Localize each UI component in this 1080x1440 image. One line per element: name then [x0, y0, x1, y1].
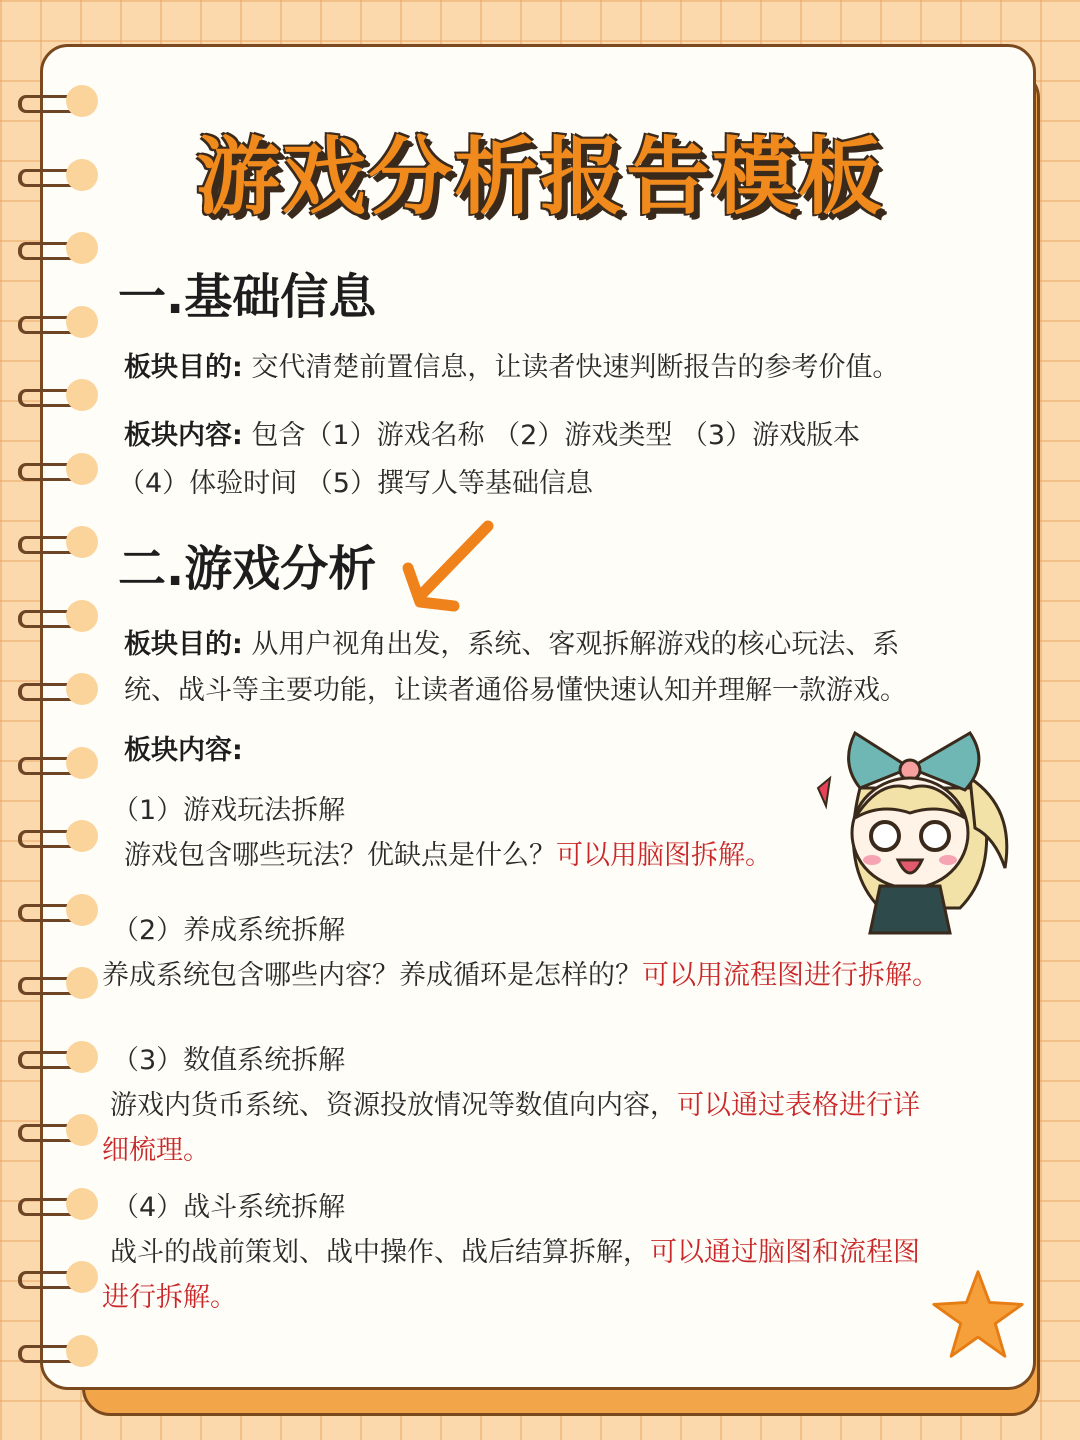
binding-ring: [18, 1261, 108, 1295]
binding-ring: [18, 600, 108, 634]
arrow-down-left-icon: [400, 516, 500, 616]
binding-hole: [66, 379, 98, 411]
section-heading-basic-info: 一.基础信息: [118, 269, 377, 325]
binding-hole: [66, 894, 98, 926]
binding-hole: [66, 967, 98, 999]
binding-ring: [18, 967, 108, 1001]
star-icon: [930, 1266, 1026, 1362]
binding-hole: [66, 1188, 98, 1220]
binding-hole: [66, 1041, 98, 1073]
binding-ring: [18, 232, 108, 266]
section2-purpose: [124, 622, 899, 661]
binding-hole: [66, 453, 98, 485]
binding-ring: [18, 747, 108, 781]
binding-hole: [66, 1114, 98, 1146]
binding-hole: [66, 820, 98, 852]
binding-hole: [66, 1261, 98, 1293]
item-highlight: 可以用脑图拆解。: [556, 840, 772, 871]
binding-ring: [18, 306, 108, 340]
binding-hole: [66, 747, 98, 779]
section1-purpose: [124, 345, 899, 384]
binding-ring: [18, 673, 108, 707]
item-text-growth: [102, 953, 939, 992]
section-heading-game-analysis: 二.游戏分析: [118, 541, 377, 597]
item-title-combat: （4）战斗系统拆解: [112, 1192, 346, 1223]
item-text-gameplay: [124, 833, 772, 872]
chibi-character-illustration: [800, 718, 1020, 938]
binding-ring: [18, 820, 108, 854]
binding-ring: [18, 453, 108, 487]
content-label: 板块内容:: [124, 420, 243, 451]
content-text-line1: 包含（1）游戏名称 （2）游戏类型 （3）游戏版本: [251, 420, 861, 451]
purpose-label: 板块目的:: [124, 629, 243, 660]
section1-content: [124, 413, 860, 452]
binding-hole: [66, 1335, 98, 1367]
item-title-numeric: （3）数值系统拆解: [112, 1045, 346, 1076]
item-text: 游戏包含哪些玩法？优缺点是什么？: [124, 840, 556, 871]
binding-hole: [66, 232, 98, 264]
purpose-text: 交代清楚前置信息，让读者快速判断报告的参考价值。: [251, 352, 900, 383]
item-highlight: 可以通过脑图和流程图: [650, 1237, 920, 1268]
item-highlight-cont: 细梳理。: [102, 1135, 210, 1166]
binding-ring: [18, 379, 108, 413]
binding-ring: [18, 1114, 108, 1148]
content-text-line2: （4）体验时间 （5）撰写人等基础信息: [118, 468, 593, 499]
binding-hole: [66, 306, 98, 338]
binding-ring: [18, 526, 108, 560]
purpose-text-line2: 统、战斗等主要功能，让读者通俗易懂快速认知并理解一款游戏。: [124, 675, 907, 706]
purpose-text-line1: 从用户视角出发，系统、客观拆解游戏的核心玩法、系: [251, 629, 900, 660]
binding-ring: [18, 1335, 108, 1369]
item-text: 养成系统包含哪些内容？养成循环是怎样的？: [102, 960, 642, 991]
binding-ring: [18, 1188, 108, 1222]
purpose-label: 板块目的:: [124, 352, 243, 383]
item-highlight: 可以通过表格进行详: [677, 1090, 920, 1121]
item-text: 游戏内货币系统、资源投放情况等数值向内容，: [110, 1090, 677, 1121]
item-highlight: 可以用流程图进行拆解。: [642, 960, 939, 991]
binding-hole: [66, 673, 98, 705]
content-label: 板块内容:: [124, 735, 243, 766]
item-text-numeric: [110, 1083, 920, 1122]
item-text-combat: [110, 1230, 920, 1269]
item-title-gameplay: （1）游戏玩法拆解: [112, 795, 346, 826]
binding-hole: [66, 526, 98, 558]
binding-ring: [18, 1041, 108, 1075]
binding-hole: [66, 600, 98, 632]
page-title: 游戏分析报告模板: [195, 128, 884, 226]
item-title-growth: （2）养成系统拆解: [112, 915, 346, 946]
binding-ring: [18, 894, 108, 928]
item-text: 战斗的战前策划、战中操作、战后结算拆解，: [110, 1237, 650, 1268]
item-highlight-cont: 进行拆解。: [102, 1282, 237, 1313]
